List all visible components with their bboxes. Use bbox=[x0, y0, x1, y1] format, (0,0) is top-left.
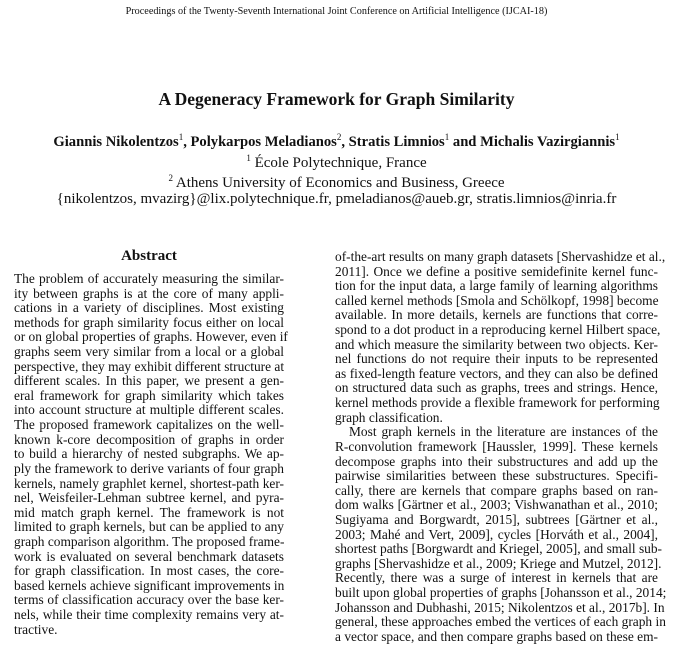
paper-title: A Degeneracy Framework for Graph Similarity bbox=[158, 89, 515, 109]
author-affiliation-marker: 1 bbox=[615, 132, 620, 142]
text-line: kernels, namely graphlet kernel, shortest-path ker- bbox=[14, 475, 284, 491]
text-line: graph comparison algorithm. The proposed frame- bbox=[14, 533, 285, 549]
text-line: called kernel methods [Smola and Schölkopf, 1998] become bbox=[335, 292, 659, 308]
text-line: The proposed framework capitalizes on the well- bbox=[14, 417, 284, 433]
affiliation-text: Athens University of Economics and Business, Greece bbox=[175, 175, 505, 191]
text-line: of-the-art results on many graph datasets [Shervashidze et al., bbox=[335, 249, 666, 264]
text-line: 2003; Mahé and Vert, 2009], cycles [Horváth et al., 2004], bbox=[335, 526, 658, 542]
text-line: based kernels achieve significant improvements in bbox=[14, 577, 285, 593]
text-line: nel, Weisfeiler-Lehman subtree kernel, and pyra- bbox=[14, 490, 284, 506]
text-line: or on global properties of graphs. However, even if bbox=[14, 329, 288, 345]
text-line: shortest paths [Borgwardt and Kriegel, 2005], and small sub- bbox=[335, 541, 663, 557]
text-line: ity between graphs is at the core of many appli- bbox=[14, 285, 284, 301]
abstract-heading: Abstract bbox=[121, 248, 177, 264]
introduction-body bbox=[335, 249, 667, 644]
author-name: Stratis Limnios bbox=[348, 134, 445, 150]
author-name: Michalis Vazirgiannis bbox=[480, 134, 616, 150]
affiliation-marker: 1 bbox=[246, 153, 251, 163]
text-line: and which measure the similarity between two objects. Ker- bbox=[335, 336, 658, 352]
text-line: cally, there are kernels that compare graphs based on ran- bbox=[335, 482, 658, 498]
author-separator: , bbox=[183, 134, 191, 150]
author-separator: , bbox=[341, 134, 349, 150]
text-line: tractive. bbox=[14, 621, 58, 637]
author-separator: and bbox=[449, 134, 481, 150]
text-line: methods for graph similarity focus either on local bbox=[14, 314, 284, 330]
text-line: into account structure at multiple different scales. bbox=[14, 402, 284, 418]
text-line: different scales. In this paper, we present a gen- bbox=[14, 373, 284, 389]
abstract-body bbox=[14, 271, 288, 637]
author-name: Polykarpos Meladianos bbox=[190, 134, 337, 150]
affiliation-marker: 2 bbox=[168, 173, 173, 183]
text-line: limited to graph kernels, but can be applied to any bbox=[14, 519, 284, 535]
text-line: graph classification. bbox=[335, 409, 443, 425]
affiliation-1 bbox=[0, 153, 673, 172]
author-name: Giannis Nikolentzos bbox=[53, 134, 179, 150]
text-line: eral framework for graph similarity which takes bbox=[14, 387, 284, 403]
text-line: tion for the input data, a large family of learning algorithms bbox=[335, 278, 658, 294]
author-emails: {nikolentzos, mvazirg}@lix.polytechnique.fr, pmeladianos@aueb.gr, stratis.limnios@inria.fr bbox=[56, 191, 617, 207]
text-line: nels, while their time complexity remains very at- bbox=[14, 607, 284, 623]
text-line: kernel methods provide a flexible framework for performing bbox=[335, 395, 660, 411]
text-line: work is evaluated on several benchmark datasets bbox=[14, 548, 284, 564]
text-line: built upon global properties of graphs [Johansson et al., 2014; bbox=[335, 585, 667, 601]
text-line: Most graph kernels in the literature are instances of the bbox=[349, 424, 658, 440]
affiliation-text: École Polytechnique, France bbox=[254, 155, 427, 171]
text-line: graphs seem very similar from a local or a global bbox=[14, 344, 284, 360]
text-line: The problem of accurately measuring the similar- bbox=[14, 271, 284, 286]
text-line: dom walks [Gärtner et al., 2003; Vishwanathan et al., 2010; bbox=[335, 497, 658, 513]
text-line: nel functions do not require their inputs to be represented bbox=[335, 351, 658, 367]
text-line: mid match graph kernel. The framework is not bbox=[14, 504, 284, 520]
text-line: cations in a variety of disciplines. Most existing bbox=[14, 300, 284, 316]
text-line: Sugiyama and Borgwardt, 2015], subtrees [Gärtner et al., bbox=[335, 511, 658, 527]
text-line: available. In more details, kernels are functions that corre- bbox=[335, 307, 658, 323]
text-line: pairwise similarities between these substructures. Specifi- bbox=[335, 468, 658, 484]
affiliation-2 bbox=[0, 173, 673, 192]
text-line: general, these approaches embed the vertices of each graph in bbox=[335, 614, 666, 630]
author-affiliation-marker: 2 bbox=[336, 132, 342, 142]
text-line: ply the framework to derive variants of four graph bbox=[14, 460, 284, 476]
proceedings-header: Proceedings of the Twenty-Seventh International Joint Conference on Artificial Intelligence (IJCAI-18) bbox=[125, 6, 548, 17]
text-line: R-convolution framework [Haussler, 1999]. These kernels bbox=[335, 438, 658, 454]
text-line: to build a hierarchy of nested subgraphs. We ap- bbox=[14, 446, 284, 462]
text-line: Johansson and Dubhashi, 2015; Nikolentzos et al., 2017b]. In bbox=[335, 599, 665, 615]
author-affiliation-marker: 1 bbox=[444, 132, 450, 142]
author-affiliation-marker: 1 bbox=[178, 132, 184, 142]
text-line: on structured data such as graphs, trees and strings. Hence, bbox=[335, 380, 658, 396]
text-line: known k-core decomposition of graphs in order bbox=[14, 431, 284, 447]
text-line: graphs [Shervashidze et al., 2009; Kriege and Mutzel, 2012]. bbox=[335, 555, 662, 571]
text-line: for graph classification. In most cases, the core- bbox=[14, 563, 284, 579]
text-line: a vector space, and then compare graphs based on these em- bbox=[335, 628, 658, 644]
text-line: Recently, there was a surge of interest in kernels that are bbox=[335, 570, 658, 586]
text-line: terms of classification accuracy over the base ker- bbox=[14, 592, 284, 608]
text-line: decompose graphs into their substructures and add up the bbox=[335, 453, 658, 469]
author-list bbox=[0, 132, 673, 151]
text-line: perspective, they may exhibit different structure at bbox=[14, 358, 285, 374]
text-line: 2011]. Once we define a positive semidefinite kernel func- bbox=[335, 263, 658, 279]
text-line: as fixed-length feature vectors, and they can also be defined bbox=[335, 365, 658, 381]
text-line: spond to a dot product in a reproducing kernel Hilbert space, bbox=[335, 322, 661, 338]
